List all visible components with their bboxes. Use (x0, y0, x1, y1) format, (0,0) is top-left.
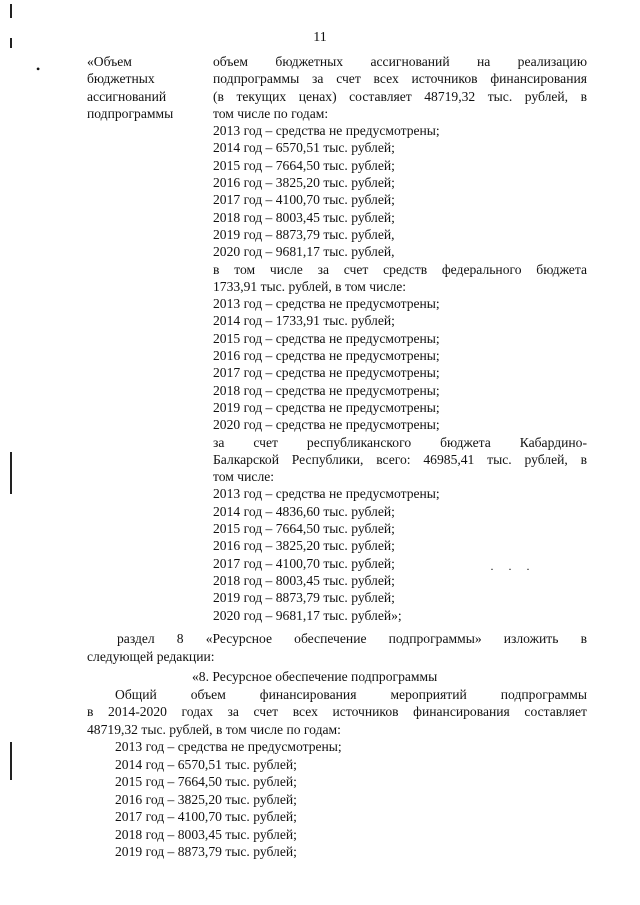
federal-year-line: 2020 год – средства не предусмотрены; (213, 417, 440, 433)
republic-year-line: 2018 год – 8003,45 тыс. рублей; (213, 572, 395, 588)
section-year-list (87, 738, 587, 861)
total-year-line: 2019 год – 8873,79 тыс. рублей, (213, 226, 395, 242)
stray-dots: ··· (490, 562, 544, 576)
passport-value (213, 53, 587, 624)
amendment-line: следующей редакции: (87, 648, 215, 664)
intro-line: подпрограммы за счет всех источников финансирования (213, 71, 587, 87)
section-year-line: 2013 год – средства не предусмотрены; (115, 739, 342, 754)
republic-year-line: 2015 год – 7664,50 тыс. рублей; (213, 521, 395, 537)
federal-year-line: 2013 год – средства не предусмотрены; (213, 296, 440, 312)
republic-year-line: 2019 год – 8873,79 тыс. рублей; (213, 590, 395, 606)
passport-label (87, 53, 205, 122)
republic-year-line: 2017 год – 4100,70 тыс. рублей; (213, 555, 395, 571)
total-year-line: 2017 год – 4100,70 тыс. рублей; (213, 192, 395, 208)
republic-year-line: 2014 год – 4836,60 тыс. рублей; (213, 503, 395, 519)
republic-line: том числе: (213, 469, 275, 485)
total-year-line: 2016 год – 3825,20 тыс. рублей; (213, 175, 395, 191)
republic-year-line: 2020 год – 9681,17 тыс. рублей»; (213, 607, 402, 623)
section-year-line: 2015 год – 7664,50 тыс. рублей; (115, 774, 297, 789)
margin-mark (10, 38, 12, 48)
amendment-line: раздел 8 «Ресурсное обеспечение подпрограммы» изложить в (117, 631, 587, 646)
federal-year-line: 2016 год – средства не предусмотрены; (213, 348, 440, 364)
margin-dot: • (36, 62, 41, 76)
section-para-line: 48719,32 тыс. рублей, в том числе по годам: (87, 721, 341, 737)
federal-year-line: 2015 год – средства не предусмотрены; (213, 330, 440, 346)
republic-year-line: 2013 год – средства не предусмотрены; (213, 486, 440, 502)
page-number: 11 (313, 30, 327, 45)
federal-year-line: 2019 год – средства не предусмотрены; (213, 399, 440, 415)
passport-label-line: «Объем (87, 54, 132, 69)
federal-line: 1733,91 тыс. рублей, в том числе: (213, 278, 407, 294)
federal-year-line: 2017 год – средства не предусмотрены; (213, 365, 440, 381)
total-year-line: 2014 год – 6570,51 тыс. рублей; (213, 140, 395, 156)
margin-mark (10, 4, 12, 18)
section-year-line: 2014 год – 6570,51 тыс. рублей; (115, 756, 297, 772)
section-year-line: 2018 год – 8003,45 тыс. рублей; (115, 826, 297, 842)
section-year-line: 2017 год – 4100,70 тыс. рублей; (115, 809, 297, 824)
intro-line: (в текущих ценах) составляет 48719,32 тыс. рублей, в (213, 88, 587, 104)
federal-year-line: 2014 год – 1733,91 тыс. рублей; (213, 313, 395, 329)
amendment-paragraph (87, 630, 587, 665)
republic-line: за счет республиканского бюджета Кабардино- (213, 434, 587, 450)
section-year-line: 2016 год – 3825,20 тыс. рублей; (115, 791, 297, 807)
passport-label-line: ассигнований (87, 88, 167, 104)
section-8 (87, 668, 587, 861)
margin-mark (10, 742, 12, 780)
passport-label-line: бюджетных (87, 71, 155, 87)
section-para-line: Общий объем финансирования мероприятий подпрограммы (115, 686, 587, 702)
margin-mark (10, 452, 12, 494)
section-title: «8. Ресурсное обеспечение подпрограммы (192, 669, 438, 684)
intro-line: объем бюджетных ассигнований на реализацию (213, 54, 587, 69)
total-year-line: 2018 год – 8003,45 тыс. рублей; (213, 209, 395, 225)
total-year-line: 2020 год – 9681,17 тыс. рублей, (213, 244, 395, 260)
section-year-line: 2019 год – 8873,79 тыс. рублей; (115, 844, 297, 859)
total-year-line: 2013 год – средства не предусмотрены; (213, 123, 440, 139)
republic-year-line: 2016 год – 3825,20 тыс. рублей; (213, 538, 395, 554)
federal-year-line: 2018 год – средства не предусмотрены; (213, 382, 440, 398)
republic-line: Балкарской Республики, всего: 46985,41 тыс. рублей, в (213, 451, 587, 467)
federal-line: в том числе за счет средств федерального бюджета (213, 261, 587, 277)
total-year-line: 2015 год – 7664,50 тыс. рублей; (213, 157, 395, 173)
intro-line: том числе по годам: (213, 105, 329, 121)
section-para-line: в 2014-2020 годах за счет всех источников финансирования составляет (87, 704, 587, 719)
passport-label-line: подпрограммы (87, 105, 174, 121)
